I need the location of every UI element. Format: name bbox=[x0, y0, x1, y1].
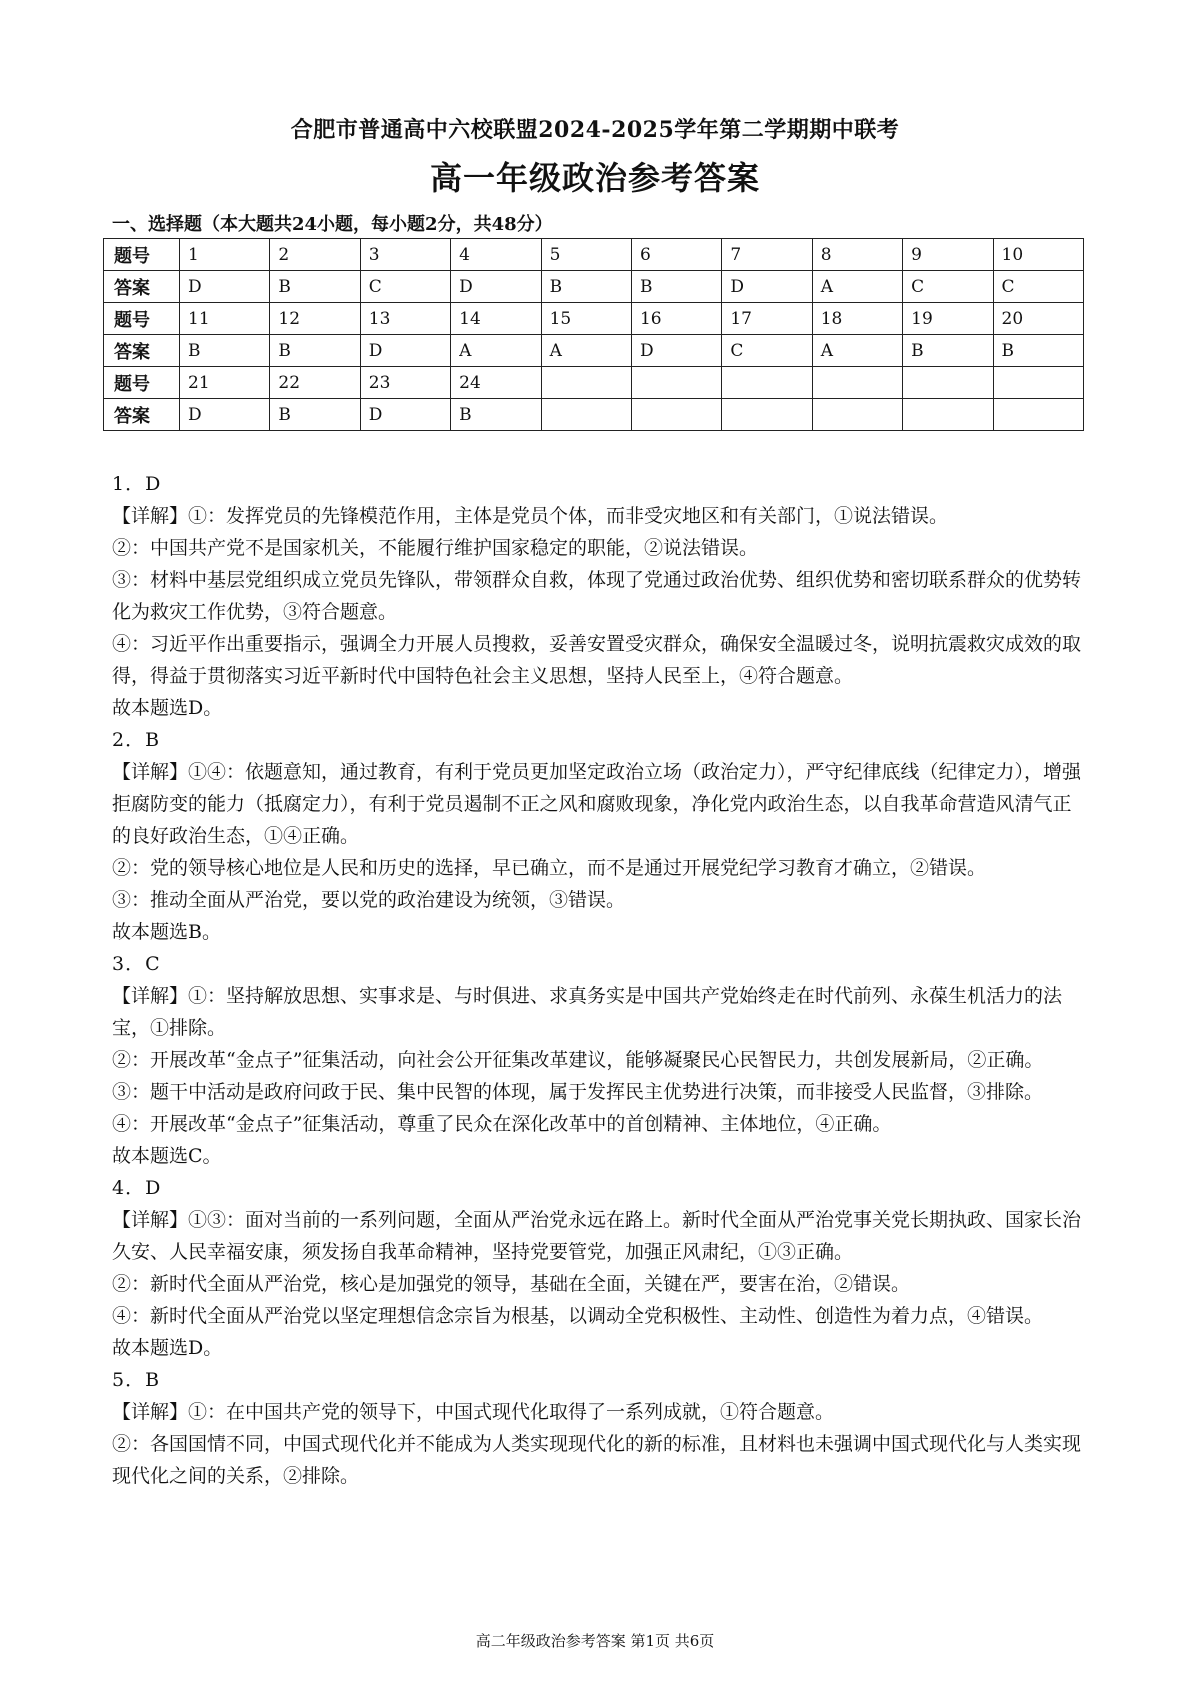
answer-cell: A bbox=[812, 271, 902, 303]
answer-cell: B bbox=[270, 271, 360, 303]
question-number-cell: 19 bbox=[903, 303, 993, 335]
paragraph: ②：开展改革“金点子”征集活动，向社会公开征集改革建议，能够凝聚民心民智民力，共创发展新局，②正确。 bbox=[112, 1049, 1044, 1071]
question-number-cell bbox=[903, 367, 993, 399]
question-number-cell bbox=[631, 367, 721, 399]
paragraph: 【详解】①：在中国共产党的领导下，中国式现代化取得了一系列成就，①符合题意。 bbox=[112, 1401, 835, 1423]
conclusion: 故本题选C。 bbox=[112, 1145, 222, 1167]
page-footer: 高二年级政治参考答案 第1页 共6页 bbox=[475, 1632, 715, 1650]
answer-cell: D bbox=[631, 335, 721, 367]
answer-cell: A bbox=[812, 335, 902, 367]
question-number-cell bbox=[541, 367, 631, 399]
answer-cell: D bbox=[360, 335, 450, 367]
paragraph: 【详解】①③：面对当前的一系列问题，全面从严治党永远在路上。新时代全面从严治党事关党长期执政、国家长治久安、人民幸福安康，须发扬自我革命精神，坚持党要管党，加强正风肃纪，①③正确。 bbox=[112, 1209, 1082, 1263]
question-number-cell: 9 bbox=[903, 239, 993, 271]
question-4-answer: 4．D bbox=[112, 1177, 162, 1199]
answer-cell: B bbox=[631, 271, 721, 303]
page-title: 高一年级政治参考答案 bbox=[429, 159, 760, 197]
paragraph: ④：习近平作出重要指示，强调全力开展人员搜救，妥善安置受灾群众，确保安全温暖过冬，说明抗震救灾成效的取得，得益于贯彻落实习近平新时代中国特色社会主义思想，坚持人民至上，④符合题意。 bbox=[112, 633, 1082, 687]
answer-cell bbox=[993, 399, 1083, 431]
answer-cell: D bbox=[180, 271, 270, 303]
answer-cell: B bbox=[903, 335, 993, 367]
conclusion: 故本题选D。 bbox=[112, 697, 223, 719]
question-number-cell bbox=[722, 367, 812, 399]
question-number-cell: 12 bbox=[270, 303, 360, 335]
answer-cell bbox=[631, 399, 721, 431]
answer-cell: C bbox=[360, 271, 450, 303]
answer-cell: B bbox=[270, 335, 360, 367]
answer-cell: B bbox=[270, 399, 360, 431]
paragraph: ②：各国国情不同，中国式现代化并不能成为人类实现现代化的新的标准，且材料也未强调中国式现代化与人类实现现代化之间的关系，②排除。 bbox=[112, 1433, 1082, 1487]
question-number-cell: 7 bbox=[722, 239, 812, 271]
paragraph: ②：党的领导核心地位是人民和历史的选择，早已确立，而不是通过开展党纪学习教育才确立，②错误。 bbox=[112, 857, 987, 879]
question-5-answer: 5．B bbox=[112, 1369, 161, 1391]
question-number-cell bbox=[993, 367, 1083, 399]
question-number-cell: 15 bbox=[541, 303, 631, 335]
question-number-cell: 16 bbox=[631, 303, 721, 335]
question-number-cell: 14 bbox=[451, 303, 541, 335]
answer-cell: C bbox=[993, 271, 1083, 303]
paragraph: ③：材料中基层党组织成立党员先锋队，带领群众自救，体现了党通过政治优势、组织优势和密切联系群众的优势转化为救灾工作优势，③符合题意。 bbox=[112, 569, 1082, 623]
question-3-answer: 3．C bbox=[112, 953, 161, 975]
paragraph: ②：新时代全面从严治党，核心是加强党的领导，基础在全面，关键在严，要害在治，②错误。 bbox=[112, 1273, 911, 1295]
question-number-cell: 17 bbox=[722, 303, 812, 335]
question-number-cell: 22 bbox=[270, 367, 360, 399]
exam-title: 合肥市普通高中六校联盟2024-2025学年第二学期期中联考 bbox=[290, 117, 900, 143]
answer-cell: C bbox=[903, 271, 993, 303]
question-number-cell: 6 bbox=[631, 239, 721, 271]
question-number-cell bbox=[812, 367, 902, 399]
question-2-answer: 2．B bbox=[112, 729, 161, 751]
answer-cell: D bbox=[722, 271, 812, 303]
question-number-cell: 21 bbox=[180, 367, 270, 399]
answer-cell: B bbox=[180, 335, 270, 367]
answer-cell bbox=[903, 399, 993, 431]
paragraph: 【详解】①④：依题意知，通过教育，有利于党员更加坚定政治立场（政治定力），严守纪律底线（纪律定力），增强拒腐防变的能力（抵腐定力），有利于党员遏制不正之风和腐败现象，净化党内政治生态，以自我革命营造风清气正的良好政治生态，①④正确。 bbox=[112, 761, 1082, 847]
answer-cell: C bbox=[722, 335, 812, 367]
paragraph: ③：题干中活动是政府问政于民、集中民智的体现，属于发挥民主优势进行决策，而非接受人民监督，③排除。 bbox=[112, 1081, 1044, 1103]
answer-cell bbox=[812, 399, 902, 431]
answer-cell: B bbox=[451, 399, 541, 431]
answer-row bbox=[104, 335, 1084, 367]
answer-cell bbox=[541, 399, 631, 431]
paragraph: ③：推动全面从严治党，要以党的政治建设为统领，③错误。 bbox=[112, 889, 626, 911]
question-number-cell: 4 bbox=[451, 239, 541, 271]
conclusion: 故本题选B。 bbox=[112, 921, 221, 943]
answer-row bbox=[104, 399, 1084, 431]
answer-cell: A bbox=[541, 335, 631, 367]
row-label-answer: 答案 bbox=[104, 335, 180, 367]
answer-cell: B bbox=[541, 271, 631, 303]
question-1-answer: 1．D bbox=[112, 473, 162, 495]
question-number-cell: 18 bbox=[812, 303, 902, 335]
answer-cell: B bbox=[993, 335, 1083, 367]
section-heading: 一、选择题（本大题共24小题，每小题2分，共48分） bbox=[112, 214, 553, 235]
answer-cell: D bbox=[180, 399, 270, 431]
question-number-cell: 1 bbox=[180, 239, 270, 271]
question-number-cell: 23 bbox=[360, 367, 450, 399]
explanations bbox=[112, 468, 1082, 1492]
question-number-cell: 11 bbox=[180, 303, 270, 335]
answer-cell: D bbox=[360, 399, 450, 431]
answer-row bbox=[104, 271, 1084, 303]
row-label-question: 题号 bbox=[104, 303, 180, 335]
paragraph: 【详解】①：发挥党员的先锋模范作用，主体是党员个体，而非受灾地区和有关部门，①说法错误。 bbox=[112, 505, 949, 527]
paragraph: ④：开展改革“金点子”征集活动，尊重了民众在深化改革中的首创精神、主体地位，④正确。 bbox=[112, 1113, 892, 1135]
conclusion: 故本题选D。 bbox=[112, 1337, 223, 1359]
answer-cell bbox=[722, 399, 812, 431]
paragraph: ②：中国共产党不是国家机关，不能履行维护国家稳定的职能，②说法错误。 bbox=[112, 537, 759, 559]
question-number-cell: 8 bbox=[812, 239, 902, 271]
question-number-cell: 20 bbox=[993, 303, 1083, 335]
question-number-row bbox=[104, 303, 1084, 335]
row-label-answer: 答案 bbox=[104, 399, 180, 431]
paragraph: ④：新时代全面从严治党以坚定理想信念宗旨为根基，以调动全党积极性、主动性、创造性为着力点，④错误。 bbox=[112, 1305, 1044, 1327]
question-number-row bbox=[104, 239, 1084, 271]
question-number-cell: 13 bbox=[360, 303, 450, 335]
row-label-question: 题号 bbox=[104, 239, 180, 271]
answer-cell: D bbox=[451, 271, 541, 303]
question-number-cell: 2 bbox=[270, 239, 360, 271]
question-number-cell: 5 bbox=[541, 239, 631, 271]
row-label-answer: 答案 bbox=[104, 271, 180, 303]
row-label-question: 题号 bbox=[104, 367, 180, 399]
question-number-row bbox=[104, 367, 1084, 399]
answer-table bbox=[103, 238, 1084, 431]
question-number-cell: 24 bbox=[451, 367, 541, 399]
question-number-cell: 10 bbox=[993, 239, 1083, 271]
paragraph: 【详解】①：坚持解放思想、实事求是、与时俱进、求真务实是中国共产党始终走在时代前列、永葆生机活力的法宝，①排除。 bbox=[112, 985, 1063, 1039]
question-number-cell: 3 bbox=[360, 239, 450, 271]
answer-cell: A bbox=[451, 335, 541, 367]
